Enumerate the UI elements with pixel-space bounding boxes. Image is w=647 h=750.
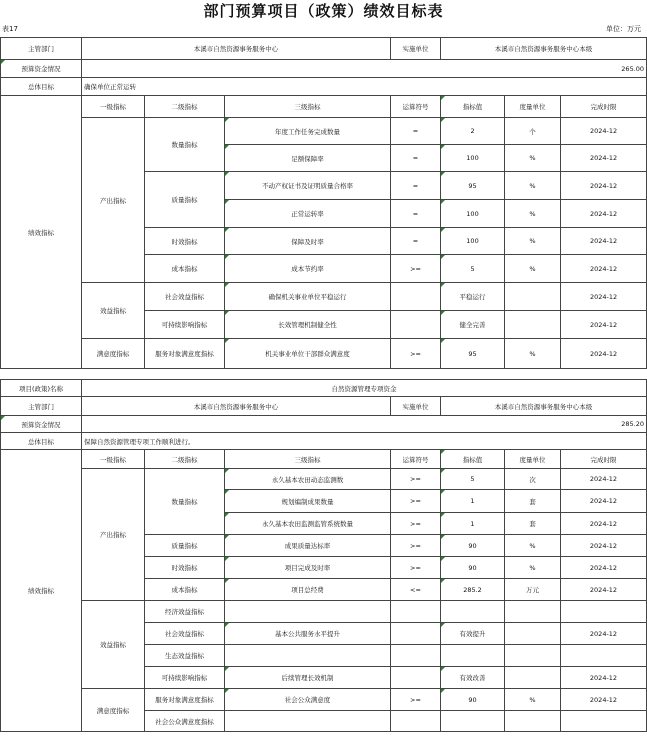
dept-label: 主管部门 <box>1 38 82 60</box>
table-row <box>1 601 647 623</box>
level1-indicator: 产出指标 <box>82 118 145 283</box>
indicator-value: 95 <box>441 172 505 200</box>
deadline: 2024-12 <box>561 339 647 369</box>
operator <box>391 711 441 732</box>
measure-unit: % <box>505 172 561 200</box>
level1-indicator: 效益指标 <box>82 601 145 689</box>
goal-label: 总体目标 <box>1 78 82 96</box>
indicator-value: 1 <box>441 490 505 513</box>
table-row <box>1 38 647 60</box>
deadline <box>561 711 647 732</box>
page-title: 部门预算项目（政策）绩效目标表 <box>203 2 444 20</box>
level2-indicator: 成本指标 <box>145 579 225 601</box>
exec-value: 本溪市自然资源事务服务中心本级 <box>441 38 647 60</box>
level2-indicator: 经济效益指标 <box>145 601 225 623</box>
level3-indicator <box>225 645 391 667</box>
measure-unit: 次 <box>505 469 561 490</box>
operator <box>391 667 441 689</box>
measure-unit <box>505 645 561 667</box>
measure-unit: % <box>505 339 561 369</box>
level2-indicator: 成本指标 <box>145 255 225 283</box>
indicator-value: 90 <box>441 689 505 711</box>
measure-unit <box>505 667 561 689</box>
indicator-value: 285.2 <box>441 579 505 601</box>
deadline: 2024-12 <box>561 228 647 255</box>
indicator-value: 100 <box>441 145 505 172</box>
table-row <box>1 450 647 469</box>
performance-table-1 <box>0 37 647 369</box>
dept-value: 本溪市自然资源事务服务中心 <box>82 397 391 416</box>
level3-indicator: 社会公众满意度 <box>225 689 391 711</box>
operator: = <box>391 228 441 255</box>
indicator-value: 90 <box>441 535 505 557</box>
level2-indicator: 时效指标 <box>145 557 225 579</box>
operator: >= <box>391 469 441 490</box>
level3-indicator: 年度工作任务完成数量 <box>225 118 391 145</box>
level3-indicator: 保障及时率 <box>225 228 391 255</box>
level3-indicator: 项目完成及时率 <box>225 557 391 579</box>
table-row <box>1 118 647 145</box>
measure-unit <box>505 283 561 311</box>
measure-unit <box>505 601 561 623</box>
level2-indicator: 服务对象满意度指标 <box>145 339 225 369</box>
measure-unit <box>505 711 561 732</box>
perf-label: 绩效指标 <box>1 96 82 369</box>
deadline: 2024-12 <box>561 667 647 689</box>
operator: = <box>391 200 441 228</box>
measure-unit: 套 <box>505 513 561 535</box>
indicator-value: 健全完善 <box>441 311 505 339</box>
indicator-value <box>441 711 505 732</box>
goal-label: 总体目标 <box>1 433 82 450</box>
col-l2: 二级指标 <box>145 450 225 469</box>
goal-value: 确保单位正常运转 <box>82 78 647 96</box>
col-unit: 度量单位 <box>505 96 561 118</box>
level2-indicator: 数量指标 <box>145 118 225 172</box>
level3-indicator: 不动产权证书及证明质量合格率 <box>225 172 391 200</box>
col-unit: 度量单位 <box>505 450 561 469</box>
level3-indicator: 基本公共服务水平提升 <box>225 623 391 645</box>
operator <box>391 623 441 645</box>
table-row <box>1 283 647 311</box>
measure-unit: % <box>505 535 561 557</box>
deadline <box>561 601 647 623</box>
operator: = <box>391 172 441 200</box>
col-l1: 一级指标 <box>82 450 145 469</box>
col-op: 运算符号 <box>391 96 441 118</box>
deadline: 2024-12 <box>561 535 647 557</box>
measure-unit: % <box>505 200 561 228</box>
project-name-label: 项目(政策)名称 <box>1 380 82 397</box>
goal-value: 保障自然资源管理专项工作顺利进行。 <box>82 433 647 450</box>
operator: <= <box>391 579 441 601</box>
table-number: 表17 <box>2 25 18 33</box>
table-row <box>1 380 647 397</box>
operator: = <box>391 145 441 172</box>
level3-indicator <box>225 601 391 623</box>
level3-indicator: 永久基本农田监测监管系统数量 <box>225 513 391 535</box>
deadline: 2024-12 <box>561 557 647 579</box>
budget-label: 预算资金情况 <box>1 416 82 433</box>
level2-indicator: 时效指标 <box>145 228 225 255</box>
indicator-value: 95 <box>441 339 505 369</box>
operator: >= <box>391 339 441 369</box>
level2-indicator: 社会效益指标 <box>145 623 225 645</box>
table-row <box>1 689 647 711</box>
table-row <box>1 60 647 78</box>
deadline: 2024-12 <box>561 283 647 311</box>
measure-unit: % <box>505 557 561 579</box>
level3-indicator: 后续管理长效机制 <box>225 667 391 689</box>
col-l2: 二级指标 <box>145 96 225 118</box>
unit-label: 单位：万元 <box>606 25 641 33</box>
deadline: 2024-12 <box>561 200 647 228</box>
dept-label: 主管部门 <box>1 397 82 416</box>
exec-label: 实施单位 <box>391 38 441 60</box>
exec-value: 本溪市自然资源事务服务中心本级 <box>441 397 647 416</box>
deadline: 2024-12 <box>561 311 647 339</box>
level3-indicator <box>225 711 391 732</box>
level2-indicator: 可持续影响指标 <box>145 667 225 689</box>
indicator-value: 5 <box>441 469 505 490</box>
budget-value: 285.20 <box>82 416 647 433</box>
level1-indicator: 产出指标 <box>82 469 145 601</box>
indicator-value: 有效改善 <box>441 667 505 689</box>
col-op: 运算符号 <box>391 450 441 469</box>
indicator-value: 有效提升 <box>441 623 505 645</box>
col-l1: 一级指标 <box>82 96 145 118</box>
level1-indicator: 满意度指标 <box>82 689 145 732</box>
level1-indicator: 满意度指标 <box>82 339 145 369</box>
level2-indicator: 社会效益指标 <box>145 283 225 311</box>
budget-value: 265.00 <box>82 60 647 78</box>
level2-indicator: 质量指标 <box>145 172 225 228</box>
measure-unit: % <box>505 689 561 711</box>
col-deadline: 完成时限 <box>561 450 647 469</box>
level3-indicator: 机关事业单位干部群众满意度 <box>225 339 391 369</box>
table-row <box>1 339 647 369</box>
col-l3: 三级指标 <box>225 96 391 118</box>
indicator-value: 5 <box>441 255 505 283</box>
table-row <box>1 416 647 433</box>
deadline: 2024-12 <box>561 118 647 145</box>
operator: >= <box>391 557 441 579</box>
level2-indicator: 生态效益指标 <box>145 645 225 667</box>
table-row <box>1 397 647 416</box>
perf-label: 绩效指标 <box>1 450 82 732</box>
level2-indicator: 质量指标 <box>145 535 225 557</box>
indicator-value <box>441 645 505 667</box>
operator: >= <box>391 490 441 513</box>
measure-unit <box>505 311 561 339</box>
measure-unit: 个 <box>505 118 561 145</box>
operator: >= <box>391 689 441 711</box>
measure-unit: 套 <box>505 490 561 513</box>
operator: >= <box>391 513 441 535</box>
level3-indicator: 足额保障率 <box>225 145 391 172</box>
col-value: 指标值 <box>441 450 505 469</box>
indicator-value <box>441 601 505 623</box>
level3-indicator: 项目总经费 <box>225 579 391 601</box>
indicator-value: 90 <box>441 557 505 579</box>
indicator-value: 1 <box>441 513 505 535</box>
operator <box>391 311 441 339</box>
project-name-value: 自然资源管理专项资金 <box>82 380 647 397</box>
measure-unit: % <box>505 145 561 172</box>
level3-indicator: 规划编制成果数量 <box>225 490 391 513</box>
level3-indicator: 正常运转率 <box>225 200 391 228</box>
operator <box>391 645 441 667</box>
dept-value: 本溪市自然资源事务服务中心 <box>82 38 391 60</box>
measure-unit: 万元 <box>505 579 561 601</box>
deadline: 2024-12 <box>561 513 647 535</box>
deadline: 2024-12 <box>561 172 647 200</box>
indicator-value: 100 <box>441 228 505 255</box>
level3-indicator: 成本节约率 <box>225 255 391 283</box>
indicator-value: 平稳运行 <box>441 283 505 311</box>
measure-unit: % <box>505 255 561 283</box>
level2-indicator: 数量指标 <box>145 469 225 535</box>
measure-unit: % <box>505 228 561 255</box>
performance-table-2 <box>0 379 647 732</box>
deadline: 2024-12 <box>561 579 647 601</box>
deadline <box>561 645 647 667</box>
indicator-value: 100 <box>441 200 505 228</box>
col-deadline: 完成时限 <box>561 96 647 118</box>
col-value: 指标值 <box>441 96 505 118</box>
level1-indicator: 效益指标 <box>82 283 145 339</box>
deadline: 2024-12 <box>561 490 647 513</box>
deadline: 2024-12 <box>561 689 647 711</box>
table-row <box>1 433 647 450</box>
deadline: 2024-12 <box>561 623 647 645</box>
budget-label: 预算资金情况 <box>1 60 82 78</box>
measure-unit <box>505 623 561 645</box>
level3-indicator: 成果质量达标率 <box>225 535 391 557</box>
operator <box>391 283 441 311</box>
table-row <box>1 469 647 490</box>
level3-indicator: 长效管理机制健全性 <box>225 311 391 339</box>
level2-indicator: 可持续影响指标 <box>145 311 225 339</box>
indicator-value: 2 <box>441 118 505 145</box>
deadline: 2024-12 <box>561 145 647 172</box>
operator: >= <box>391 255 441 283</box>
level2-indicator: 服务对象满意度指标 <box>145 689 225 711</box>
deadline: 2024-12 <box>561 255 647 283</box>
col-l3: 三级指标 <box>225 450 391 469</box>
level2-indicator: 社会公众满意度指标 <box>145 711 225 732</box>
operator: >= <box>391 535 441 557</box>
operator: = <box>391 118 441 145</box>
operator <box>391 601 441 623</box>
table-row <box>1 96 647 118</box>
level3-indicator: 确保机关事业单位平稳运行 <box>225 283 391 311</box>
table-row <box>1 78 647 96</box>
exec-label: 实施单位 <box>391 397 441 416</box>
level3-indicator: 永久基本农田动态监测数 <box>225 469 391 490</box>
deadline: 2024-12 <box>561 469 647 490</box>
